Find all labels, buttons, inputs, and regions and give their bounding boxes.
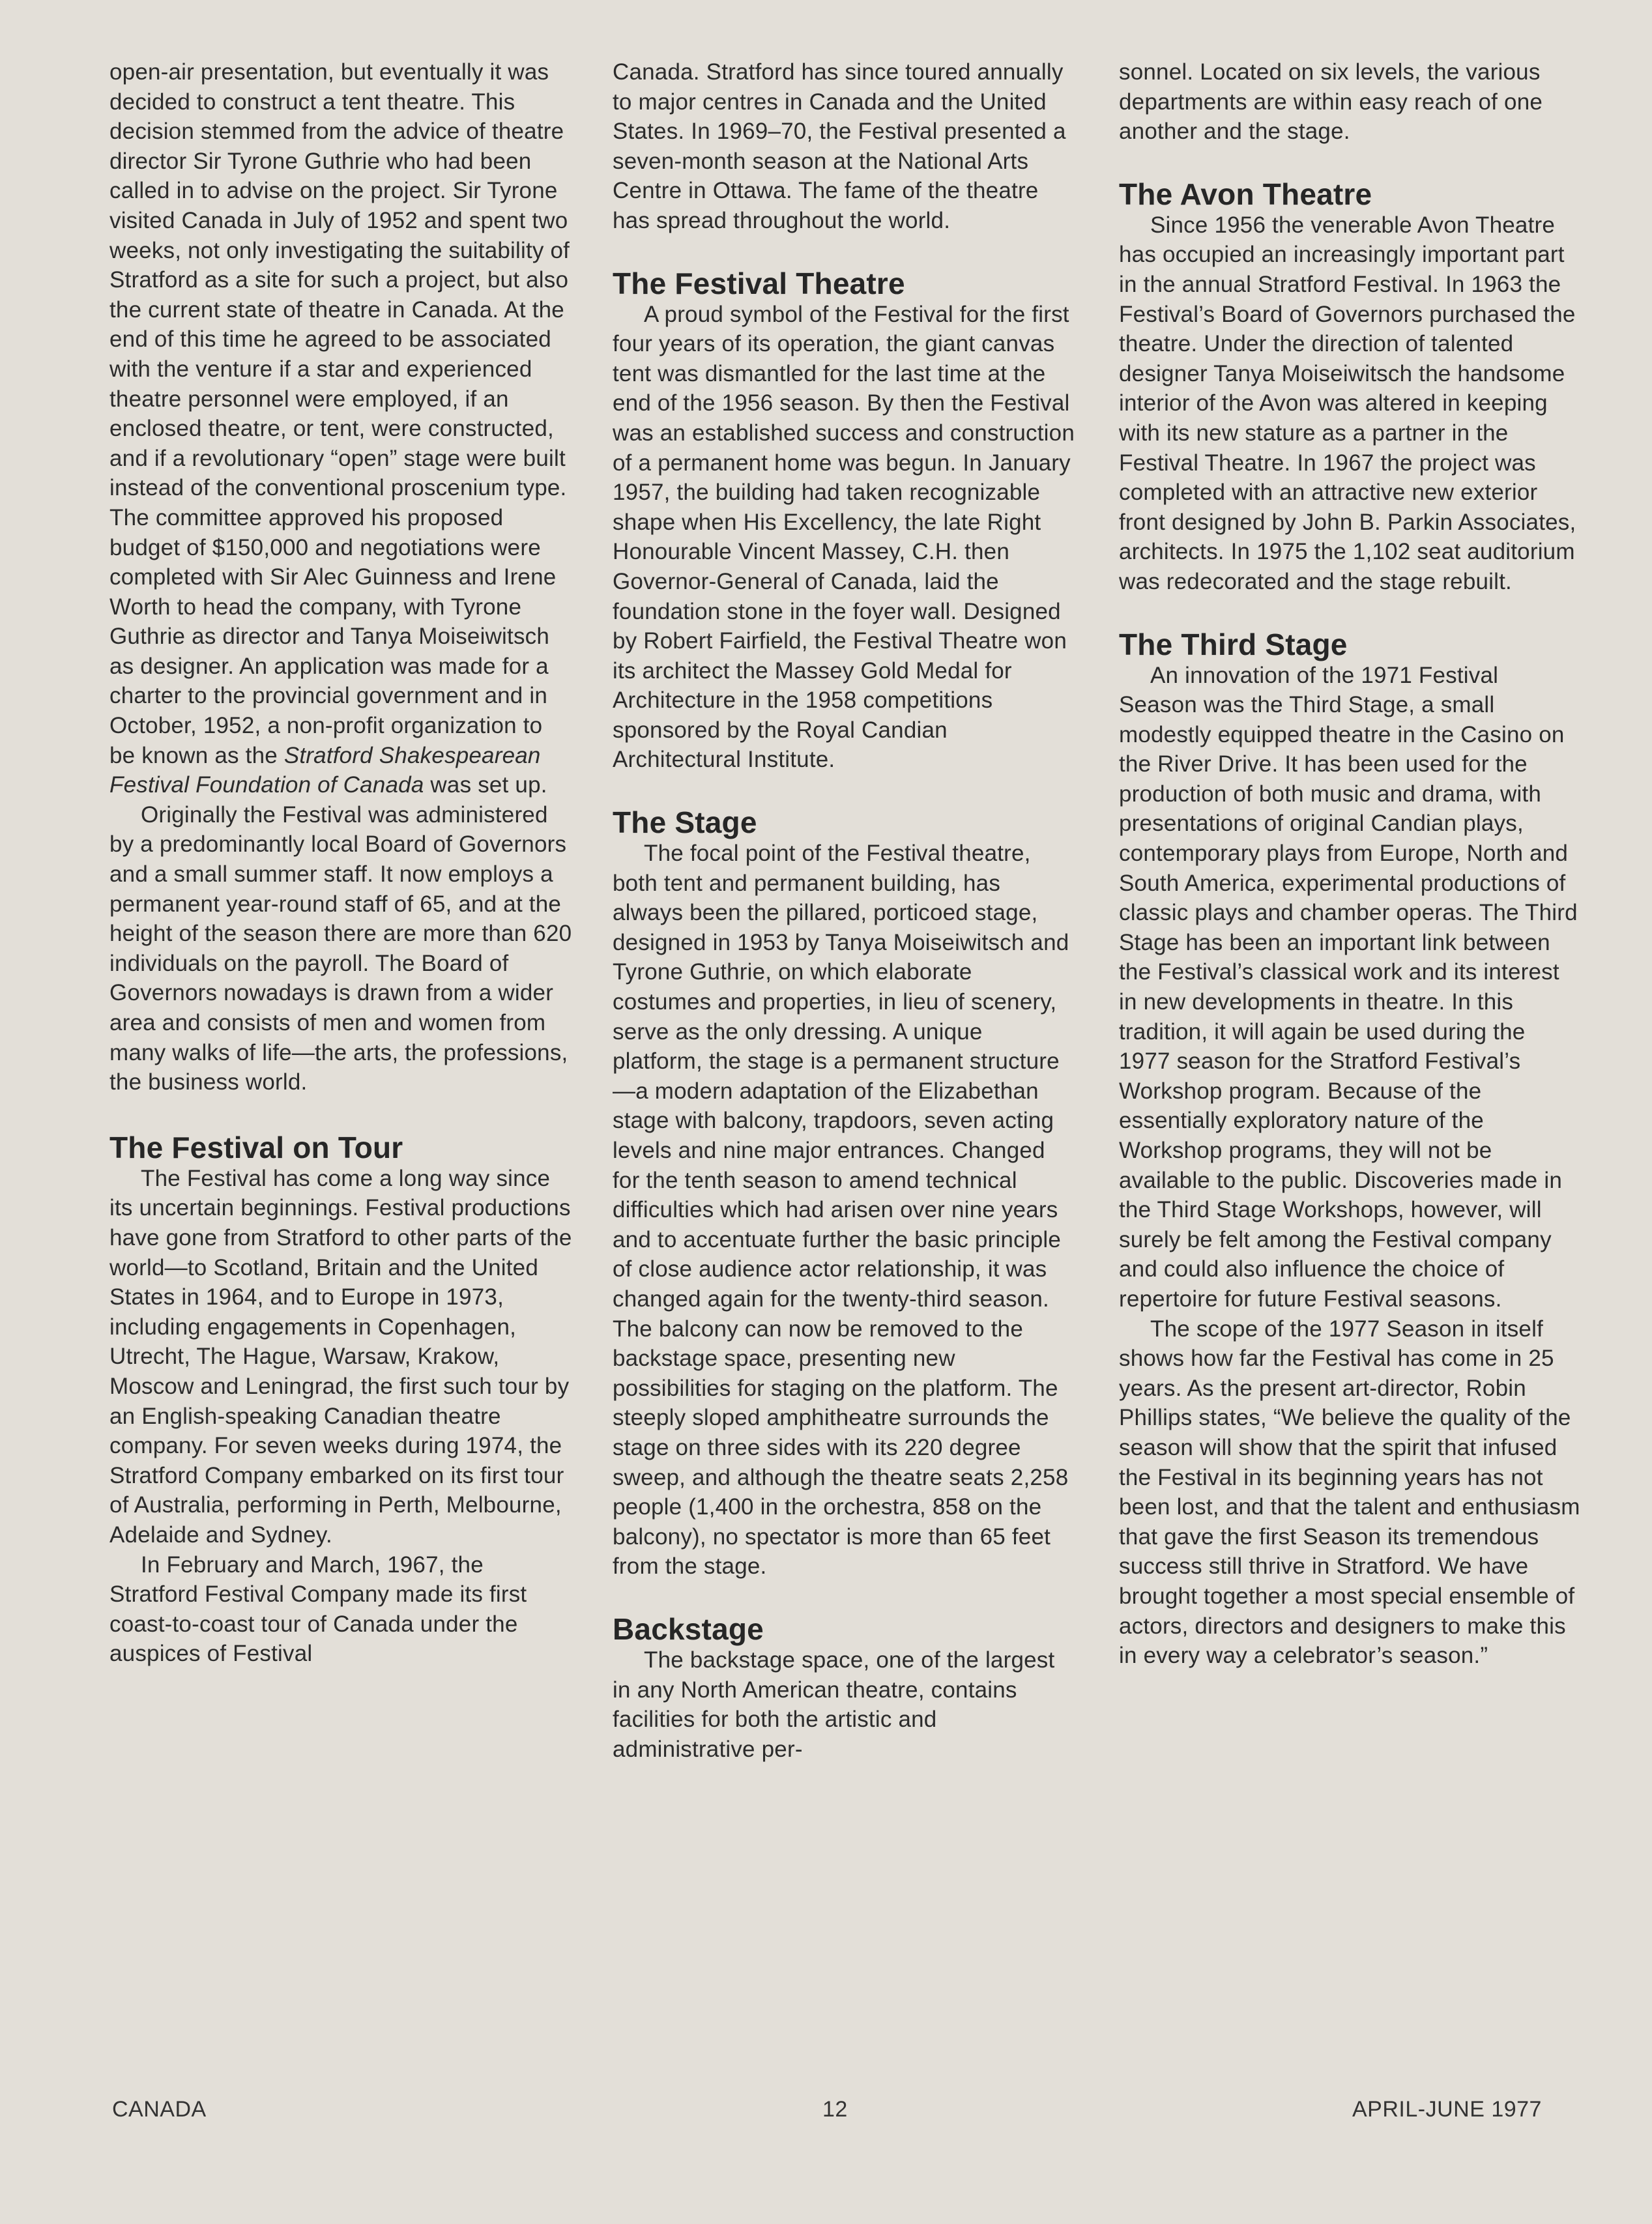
paragraph: In February and March, 1967, the Stratford Festival Company made its first coast-to-coast tour of Canada under the auspices of Festival [109, 1552, 527, 1667]
section-heading-the-stage: The Stage [613, 805, 757, 840]
paragraph: Originally the Festival was administered by a predominantly local Board of Governors and a small summer staff. It now employs a permanent year-round staff of 65, and at the height of the season there are more than 620 individuals on the payroll. The Board of Governors nowadays is drawn from a wider area and consists of men and women from many walks of life—the arts, the professions, the business world. [109, 802, 572, 1095]
paragraph: The focal point of the Festival theatre, both tent and permanent building, has always been the pillared, porticoed stage, designed in 1953 by Tanya Moiseiwitsch and Tyrone Guthrie, on which elaborate costumes and properties, in lieu of scenery, serve as the only dressing. A unique platform, the stage is a permanent structure—a modern adaptation of the Elizabethan stage with balcony, trapdoors, seven acting levels and nine major entrances. Changed for the tenth season to amend technical difficulties which had arisen over nine years and to accentuate further the basic principle of close audience actor relationship, it was changed again for the twenty-third season. The balcony can now be removed to the backstage space, presenting new possibilities for staging on the platform. The steeply sloped amphitheatre surrounds the stage on three sides with its 220 degree sweep, and although the theatre seats 2,258 people (1,400 in the orchestra, 858 on the balcony), no spectator is more than 65 feet from the stage. [613, 841, 1069, 1580]
paragraph: Since 1956 the venerable Avon Theatre has occupied an increasingly important part in the annual Stratford Festival. In 1963 the Festival’s Board of Governors purchased the theatre. Under the direction of talented designer Tanya Moiseiwitsch the handsome interior of the Avon was altered in keeping with its new stature as a partner in the Festival Theatre. In 1967 the project was completed with an attractive new exterior front designed by John B. Parkin Associates, architects. In 1975 the 1,102 seat auditorium was redecorated and the stage rebuilt. [1119, 212, 1576, 594]
section-heading-festival-on-tour: The Festival on Tour [109, 1130, 403, 1164]
paragraph: The backstage space, one of the largest in any North American theatre, contains facilities for both the artistic and administrative per- [613, 1647, 1055, 1762]
publication-name: CANADA [112, 2097, 207, 2122]
page-number: 12 [822, 2097, 848, 2122]
section-heading-third-stage: The Third Stage [1119, 627, 1348, 661]
article-column-2 [613, 57, 1075, 1764]
article-column-3 [1119, 57, 1582, 1671]
issue-date: APRIL-JUNE 1977 [1352, 2097, 1542, 2122]
paragraph: Canada. Stratford has since toured annually to major centres in Canada and the United States. In 1969–70, the Festival presented a seven-month season at the National Arts Centre in Ottawa. The fame of the theatre has spread throughout the world. [613, 59, 1066, 233]
section-heading-backstage: Backstage [613, 1611, 764, 1646]
paragraph: A proud symbol of the Festival for the first four years of its operation, the giant canvas tent was dismantled for the last time at the end of the 1956 season. By then the Festival was an established success and construction of a permanent home was begun. In January 1957, the building had taken recognizable shape when His Excellency, the late Right Honourable Vincent Massey, C.H. then Governor-General of Canada, laid the foundation stone in the foyer wall. Designed by Robert Fairfield, the Festival Theatre won its architect the Massey Gold Medal for Architecture in the 1958 competitions sponsored by the Royal Candian Architectural Institute. [613, 301, 1075, 773]
section-heading-avon-theatre: The Avon Theatre [1119, 177, 1372, 211]
paragraph: The Festival has come a long way since its uncertain beginnings. Festival productions have gone from Stratford to other parts of the world—to Scotland, Britain and the United States in 1964, and to Europe in 1973, including engagements in Copenhagen, Utrecht, The Hague, Warsaw, Krakow, Moscow and Leningrad, the first such tour by an English-speaking Canadian theatre company. For seven weeks during 1974, the Stratford Company embarked on its first tour of Australia, performing in Perth, Melbourne, Adelaide and Sydney. [109, 1165, 572, 1548]
paragraph: The scope of the 1977 Season in itself shows how far the Festival has come in 25 years. As the present art-director, Robin Phillips states, “We believe the quality of the season will show that the spirit that infused the Festival in its beginning years has not been lost, and that the talent and enthusiasm that gave the first Season its tremendous success still thrive in Stratford. We have brought together a most special ensemble of actors, directors and designers to make this in every way a celebrator’s season.” [1119, 1316, 1580, 1669]
section-heading-festival-theatre: The Festival Theatre [613, 266, 905, 300]
article-column-1 [109, 57, 572, 1669]
paragraph: An innovation of the 1971 Festival Season was the Third Stage, a small modestly equipped theatre in the Casino on the River Drive. It has been used for the production of both music and drama, with presentations of original Candian plays, contemporary plays from Europe, North and South America, experimental productions of classic plays and chamber operas. The Third Stage has been an important link between the Festival’s classical work and its interest in new developments in theatre. In this tradition, it will again be used during the 1977 season for the Stratford Festival’s Workshop program. Because of the essentially exploratory nature of the Workshop programs, they will not be available to the public. Discoveries made in the Third Stage Workshops, however, will surely be felt among the Festival company and could also influence the choice of repertoire for future Festival seasons. [1119, 662, 1578, 1312]
foundation-name: Stratford Shakespearean Festival Foundation of Canada [109, 742, 541, 798]
paragraph: open-air presentation, but eventually it was decided to construct a tent theatre. This decision stemmed from the advice of theatre director Sir Tyrone Guthrie who had been called in to advise on the project. Sir Tyrone visited Canada in July of 1952 and spent two weeks, not only investigating the suitability of Stratford as a site for such a project, but also the current state of theatre in Canada. At the end of this time he agreed to be associated with the venture if a star and experienced theatre personnel were employed, if an enclosed theatre, or tent, were constructed, and if a revolutionary “open” stage were built instead of the conventional proscenium type. The committee approved his proposed budget of $150,000 and negotiations were completed with Sir Alec Guinness and Irene Worth to head the company, with Tyrone Guthrie as director and Tanya Moiseiwitsch as designer. An application was made for a charter to the provincial government and in October, 1952, a non-profit organization to be known as the Stratford Shakespearean Festival Foundation of Canada was set up. [109, 59, 570, 798]
paragraph: sonnel. Located on six levels, the various departments are within easy reach of one another and the stage. [1119, 59, 1543, 145]
